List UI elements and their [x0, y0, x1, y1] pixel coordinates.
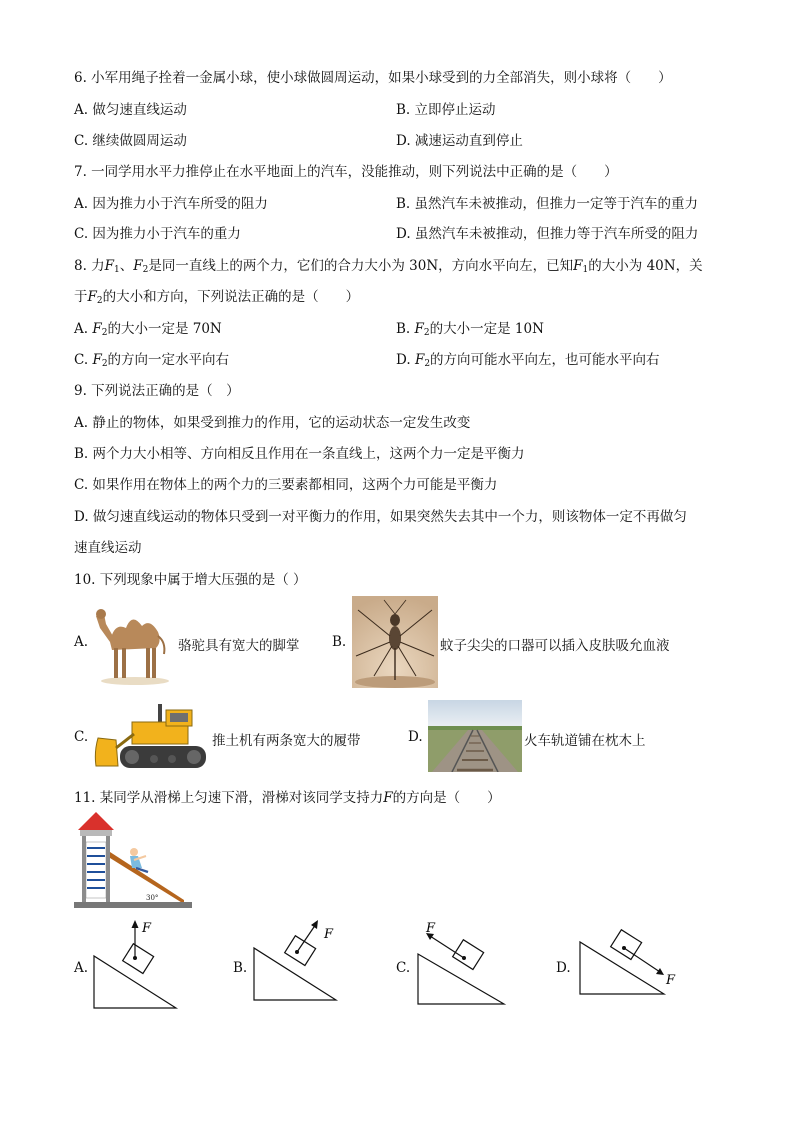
q8-stem-line1: 8. 力$F_1$、$F_2$是同一直线上的两个力，它们的合力大小为 30N，方向水平向左，已知$F_1$的大小为 40N，关 [74, 258, 703, 275]
q6-stem: 6. 小军用绳子拴着一金属小球，使小球做圆周运动，如果小球受到的力全部消失，则小球将（ ） [74, 70, 672, 86]
q10-stem: 10. 下列现象中属于增大压强的是（ ） [74, 572, 307, 588]
q11-option-d-letter: D. [556, 960, 571, 976]
q8-option-a: A. $F_2$的大小一定是 70N [74, 321, 222, 338]
force-label-b: F [324, 927, 334, 942]
q10-option-d-text: 火车轨道铺在枕木上 [524, 733, 646, 749]
q9-option-d-line1: D. 做匀速直线运动的物体只受到一对平衡力的作用，如果突然失去其中一个力，则该物体一定不再做匀 [74, 509, 687, 525]
q11-option-b-diagram [252, 918, 342, 1012]
q11-stem: 11. 某同学从滑梯上匀速下滑，滑梯对该同学支持力F的方向是（ ） [74, 790, 501, 806]
q6-option-b: B. 立即停止运动 [396, 102, 496, 118]
q7-option-c: C. 因为推力小于汽车的重力 [74, 226, 241, 242]
bulldozer-image [92, 700, 210, 774]
q10-option-b-letter: B. [332, 634, 347, 650]
railway-image [428, 700, 522, 772]
q11-option-a-diagram [92, 918, 182, 1012]
q7-option-d: D. 虽然汽车未被推动，但推力等于汽车所受的阻力 [396, 226, 699, 242]
q9-option-a: A. 静止的物体，如果受到推力的作用，它的运动状态一定发生改变 [74, 415, 471, 431]
q10-option-a-text: 骆驼具有宽大的脚掌 [178, 638, 300, 654]
q8-stem-line2: 于$F_2$的大小和方向，下列说法正确的是（ ） [74, 289, 360, 306]
q7-option-a: A. 因为推力小于汽车所受的阻力 [74, 196, 268, 212]
camel-image [92, 598, 178, 688]
q9-stem: 9. 下列说法正确的是（ ） [74, 383, 240, 399]
q7-option-b: B. 虽然汽车未被推动，但推力一定等于汽车的重力 [396, 196, 699, 212]
q9-option-b: B. 两个力大小相等、方向相反且作用在一条直线上，这两个力一定是平衡力 [74, 446, 525, 462]
q10-option-a-letter: A. [74, 634, 89, 650]
q11-option-c-diagram [414, 918, 508, 1012]
q6-option-c: C. 继续做圆周运动 [74, 133, 187, 149]
q10-option-c-letter: C. [74, 729, 89, 745]
q11-option-d-diagram [576, 918, 680, 1012]
q11-option-b-letter: B. [233, 960, 248, 976]
q7-stem: 7. 一同学用水平力推停止在水平地面上的汽车，没能推动，则下列说法中正确的是（ ） [74, 164, 618, 180]
q11-option-a-letter: A. [74, 960, 89, 976]
q8-option-c: C. $F_2$的方向一定水平向右 [74, 352, 230, 369]
q9-option-d-line2: 速直线运动 [74, 540, 142, 556]
q10-option-d-letter: D. [408, 729, 423, 745]
force-label-a: F [142, 921, 152, 936]
q8-option-b: B. $F_2$的大小一定是 10N [396, 321, 544, 338]
force-label-d: F [666, 973, 676, 988]
slide-diagram [72, 812, 194, 910]
angle-label: 30° [146, 894, 159, 902]
q10-option-c-text: 推土机有两条宽大的履带 [212, 733, 361, 749]
q11-option-c-letter: C. [396, 960, 411, 976]
mosquito-image [352, 596, 438, 688]
q6-option-d: D. 减速运动直到停止 [396, 133, 523, 149]
q10-option-b-text: 蚊子尖尖的口器可以插入皮肤吸允血液 [440, 638, 670, 654]
q6-option-a: A. 做匀速直线运动 [74, 102, 187, 118]
force-label-c: F [426, 921, 436, 936]
q9-option-c: C. 如果作用在物体上的两个力的三要素都相同，这两个力可能是平衡力 [74, 477, 498, 493]
q8-option-d: D. $F_2$的方向可能水平向左，也可能水平向右 [396, 352, 660, 369]
